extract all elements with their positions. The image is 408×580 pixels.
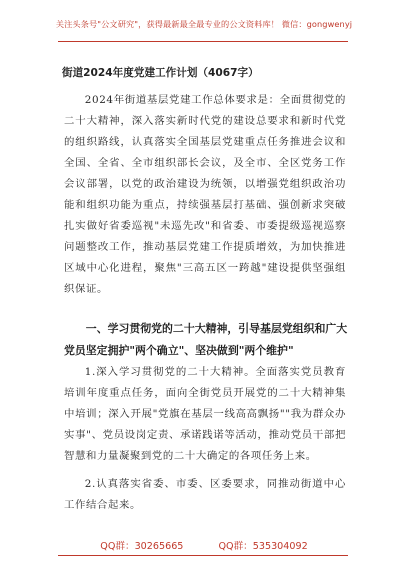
document-title: 街道2024年度党建工作计划（4067字） bbox=[62, 67, 259, 79]
intro-paragraph: 2024年街道基层党建工作总体要求是：全面贯彻党的二十大精神，深入落实新时代党的建设总要求和新时代党的组织路线，认真落实全国基层党建重点任务推进会议和全国、全省、全市组织部长会议，及全市、全区党务工作会议部署，以党的政治建设为统领，以增强党组织政治功能和组织功能为重点，持续强基层打基础、强创新求突破扎实做好省委巡视"未巡先改"和省委、市委提级巡视巡察问题整改工作，推动基层党建工作提质增效，为加快推进区域中心化进程，聚焦"三高五区一跨越"建设提供坚强组织保证。 bbox=[64, 94, 346, 295]
footer-divider bbox=[58, 555, 348, 556]
footer-contact bbox=[0, 538, 408, 552]
section-heading-1: 一、学习贯彻党的二十大精神，引导基层党组织和广大党员坚定拥护"两个确立"、坚决做到"两个维护" bbox=[64, 322, 348, 357]
footer-qq-group-1: QQ群：30265665 bbox=[100, 541, 184, 552]
section1-item-2: 2.认真落实省委、市委、区委要求，同推动街道中心工作结合起来。 bbox=[64, 478, 346, 511]
footer-qq-group-2: QQ群：535304092 bbox=[218, 541, 308, 552]
header-divider bbox=[58, 41, 348, 42]
section1-item-1: 1.深入学习贯彻党的二十大精神。全面落实党员教育培训年度重点任务，面向全街党员开展党的二十大精神集中培训；深入开展"党旗在基层一线高高飘扬""我为群众办实事"、党员设岗定责、承诺践诺等活动，推动党员干部把智慧和力量凝聚到党的二十大确定的各项任务上来。 bbox=[64, 366, 346, 462]
header-promo-note: 关注头条号"公文研究"，获得最新最全最专业的公文资料库！ 微信：gongwenyj bbox=[55, 19, 353, 29]
